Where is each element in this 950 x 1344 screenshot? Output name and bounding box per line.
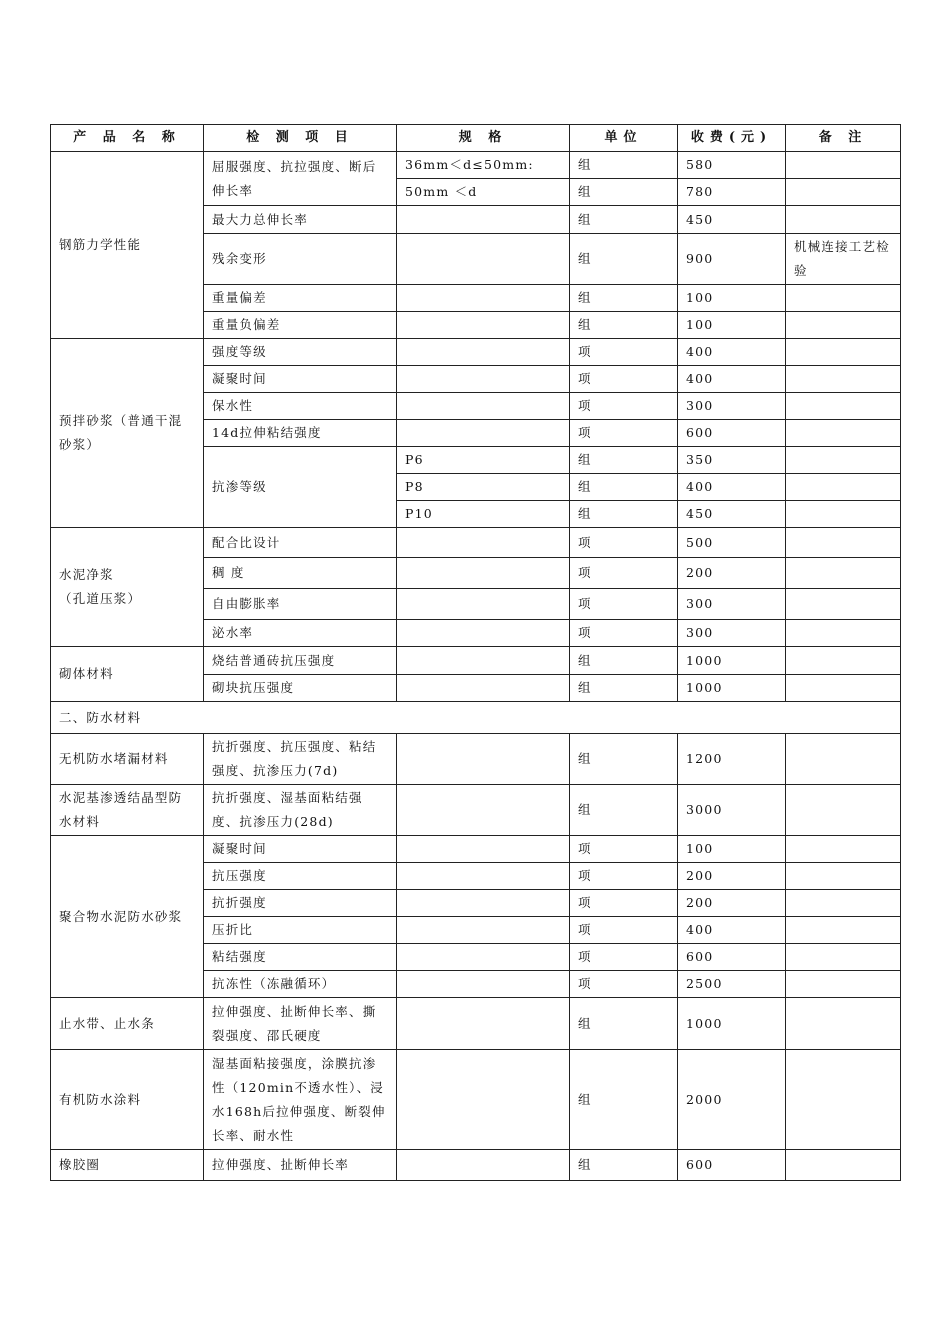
table-row [51, 1050, 901, 1150]
product-cell: 有机防水涂料 [51, 1050, 204, 1150]
fee-cell: 300 [678, 620, 786, 647]
item-cell: 14d拉伸粘结强度 [204, 420, 397, 447]
unit-cell: 项 [570, 836, 678, 863]
product-cell: 水泥基渗透结晶型防水材料 [51, 785, 204, 836]
unit-cell: 项 [570, 420, 678, 447]
spec-cell [397, 528, 570, 558]
fee-cell: 200 [678, 863, 786, 890]
note-cell [786, 366, 901, 393]
item-cell: 屈服强度、抗拉强度、断后伸长率 [204, 152, 397, 206]
spec-cell [397, 420, 570, 447]
item-cell: 凝聚时间 [204, 366, 397, 393]
spec-cell [397, 234, 570, 285]
product-cell: 聚合物水泥防水砂浆 [51, 836, 204, 998]
fee-cell: 780 [678, 179, 786, 206]
unit-cell: 项 [570, 971, 678, 998]
note-cell [786, 620, 901, 647]
spec-cell [397, 785, 570, 836]
item-cell: 配合比设计 [204, 528, 397, 558]
fee-cell: 600 [678, 1150, 786, 1181]
unit-cell: 组 [570, 152, 678, 179]
table-row [51, 339, 901, 366]
spec-cell [397, 917, 570, 944]
note-cell [786, 339, 901, 366]
note-cell [786, 206, 901, 234]
note-cell [786, 312, 901, 339]
unit-cell: 项 [570, 589, 678, 620]
fee-cell: 2500 [678, 971, 786, 998]
table-row [51, 152, 901, 179]
header-fee: 收费(元) [678, 125, 786, 152]
note-cell [786, 447, 901, 474]
unit-cell: 项 [570, 944, 678, 971]
unit-cell: 组 [570, 998, 678, 1050]
header-unit: 单位 [570, 125, 678, 152]
header-item: 检 测 项 目 [204, 125, 397, 152]
unit-cell: 组 [570, 234, 678, 285]
item-cell: 保水性 [204, 393, 397, 420]
fee-cell: 100 [678, 836, 786, 863]
product-line: （孔道压浆） [59, 591, 142, 606]
section-row [51, 702, 901, 734]
note-cell [786, 971, 901, 998]
section-title: 二、防水材料 [51, 702, 901, 734]
spec-cell [397, 558, 570, 589]
spec-cell [397, 285, 570, 312]
note-cell [786, 998, 901, 1050]
unit-cell: 组 [570, 501, 678, 528]
item-cell: 凝聚时间 [204, 836, 397, 863]
fee-cell: 1000 [678, 998, 786, 1050]
table-row [51, 1150, 901, 1181]
unit-cell: 项 [570, 393, 678, 420]
spec-cell: P10 [397, 501, 570, 528]
item-cell: 湿基面粘接强度，涂膜抗渗性（120min不透水性）、浸水168h后拉伸强度、断裂伸长率、耐水性 [204, 1050, 397, 1150]
unit-cell: 组 [570, 1050, 678, 1150]
fee-cell: 400 [678, 474, 786, 501]
item-cell: 抗压强度 [204, 863, 397, 890]
note-cell [786, 589, 901, 620]
unit-cell: 组 [570, 1150, 678, 1181]
item-cell: 泌水率 [204, 620, 397, 647]
unit-cell: 组 [570, 785, 678, 836]
spec-cell [397, 971, 570, 998]
fee-cell: 400 [678, 366, 786, 393]
note-cell [786, 393, 901, 420]
spec-cell: P8 [397, 474, 570, 501]
item-cell: 拉伸强度、扯断伸长率 [204, 1150, 397, 1181]
table-row [51, 734, 901, 785]
item-cell: 抗折强度、湿基面粘结强度、抗渗压力(28d) [204, 785, 397, 836]
fee-cell: 450 [678, 501, 786, 528]
spec-cell [397, 836, 570, 863]
item-cell: 抗冻性（冻融循环） [204, 971, 397, 998]
note-cell [786, 890, 901, 917]
note-cell [786, 420, 901, 447]
unit-cell: 项 [570, 528, 678, 558]
product-cell: 钢筋力学性能 [51, 152, 204, 339]
item-cell: 抗折强度 [204, 890, 397, 917]
unit-cell: 项 [570, 890, 678, 917]
unit-cell: 项 [570, 339, 678, 366]
fee-table [50, 124, 901, 1181]
spec-cell [397, 890, 570, 917]
fee-cell: 200 [678, 558, 786, 589]
spec-cell [397, 863, 570, 890]
fee-cell: 2000 [678, 1050, 786, 1150]
spec-cell: P6 [397, 447, 570, 474]
fee-cell: 100 [678, 285, 786, 312]
table-row [51, 998, 901, 1050]
table-row [51, 785, 901, 836]
fee-cell: 300 [678, 589, 786, 620]
note-cell [786, 647, 901, 675]
fee-cell: 450 [678, 206, 786, 234]
note-cell [786, 285, 901, 312]
fee-cell: 600 [678, 420, 786, 447]
header-spec: 规 格 [397, 125, 570, 152]
unit-cell: 组 [570, 647, 678, 675]
spec-cell [397, 1050, 570, 1150]
spec-cell [397, 734, 570, 785]
item-cell: 拉伸强度、扯断伸长率、撕裂强度、邵氏硬度 [204, 998, 397, 1050]
unit-cell: 组 [570, 206, 678, 234]
spec-cell [397, 620, 570, 647]
fee-cell: 600 [678, 944, 786, 971]
fee-cell: 350 [678, 447, 786, 474]
note-cell [786, 675, 901, 702]
item-cell: 烧结普通砖抗压强度 [204, 647, 397, 675]
item-cell: 压折比 [204, 917, 397, 944]
note-cell [786, 501, 901, 528]
spec-cell [397, 366, 570, 393]
note-cell [786, 785, 901, 836]
note-cell [786, 863, 901, 890]
unit-cell: 组 [570, 675, 678, 702]
fee-cell: 300 [678, 393, 786, 420]
fee-cell: 1000 [678, 647, 786, 675]
fee-cell: 400 [678, 917, 786, 944]
note-cell [786, 944, 901, 971]
unit-cell: 项 [570, 620, 678, 647]
item-cell: 重量偏差 [204, 285, 397, 312]
note-cell [786, 558, 901, 589]
spec-cell [397, 206, 570, 234]
item-cell: 强度等级 [204, 339, 397, 366]
fee-cell: 580 [678, 152, 786, 179]
unit-cell: 组 [570, 474, 678, 501]
fee-cell: 1200 [678, 734, 786, 785]
item-cell: 砌块抗压强度 [204, 675, 397, 702]
item-cell: 自由膨胀率 [204, 589, 397, 620]
note-cell [786, 1150, 901, 1181]
spec-cell [397, 339, 570, 366]
unit-cell: 组 [570, 179, 678, 206]
spec-cell [397, 647, 570, 675]
spec-cell [397, 312, 570, 339]
header-row [51, 125, 901, 152]
header-note: 备 注 [786, 125, 901, 152]
fee-cell: 900 [678, 234, 786, 285]
product-cell: 预拌砂浆（普通干混砂浆） [51, 339, 204, 528]
note-cell: 机械连接工艺检验 [786, 234, 901, 285]
table-row [51, 647, 901, 675]
item-cell: 粘结强度 [204, 944, 397, 971]
spec-cell [397, 675, 570, 702]
item-cell: 稠 度 [204, 558, 397, 589]
unit-cell: 项 [570, 863, 678, 890]
fee-cell: 200 [678, 890, 786, 917]
spec-cell [397, 1150, 570, 1181]
item-cell: 重量负偏差 [204, 312, 397, 339]
product-cell [51, 528, 204, 647]
fee-cell: 500 [678, 528, 786, 558]
unit-cell: 项 [570, 917, 678, 944]
table-row [51, 836, 901, 863]
note-cell [786, 836, 901, 863]
header-product: 产 品 名 称 [51, 125, 204, 152]
spec-cell [397, 589, 570, 620]
product-cell: 无机防水堵漏材料 [51, 734, 204, 785]
spec-cell [397, 998, 570, 1050]
unit-cell: 组 [570, 285, 678, 312]
note-cell [786, 474, 901, 501]
fee-cell: 400 [678, 339, 786, 366]
item-cell: 最大力总伸长率 [204, 206, 397, 234]
item-cell: 残余变形 [204, 234, 397, 285]
note-cell [786, 1050, 901, 1150]
unit-cell: 项 [570, 558, 678, 589]
item-cell: 抗渗等级 [204, 447, 397, 528]
unit-cell: 项 [570, 366, 678, 393]
table-row [51, 528, 901, 558]
fee-cell: 3000 [678, 785, 786, 836]
note-cell [786, 179, 901, 206]
spec-cell [397, 944, 570, 971]
note-cell [786, 917, 901, 944]
fee-cell: 100 [678, 312, 786, 339]
unit-cell: 组 [570, 734, 678, 785]
spec-cell: 36mm＜d≤50mm: [397, 152, 570, 179]
note-cell [786, 152, 901, 179]
product-cell: 止水带、止水条 [51, 998, 204, 1050]
unit-cell: 组 [570, 447, 678, 474]
fee-cell: 1000 [678, 675, 786, 702]
spec-cell [397, 393, 570, 420]
unit-cell: 组 [570, 312, 678, 339]
note-cell [786, 528, 901, 558]
product-cell: 橡胶圈 [51, 1150, 204, 1181]
spec-cell: 50mm ＜d [397, 179, 570, 206]
product-cell: 砌体材料 [51, 647, 204, 702]
note-cell [786, 734, 901, 785]
product-line: 水泥净浆 [59, 567, 114, 582]
item-cell: 抗折强度、抗压强度、粘结强度、抗渗压力(7d) [204, 734, 397, 785]
